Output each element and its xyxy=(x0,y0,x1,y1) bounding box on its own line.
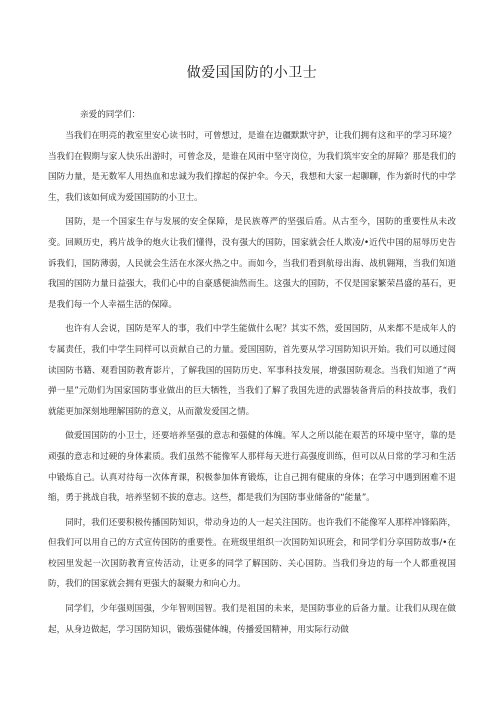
document-title: 做爱国国防的小卫士 xyxy=(186,65,318,81)
paragraph: 当我们在明亮的教室里安心读书时，可曾想过，是谁在边疆默默守护，让我们拥有这和平的学习环境？当我们在假期与家人快乐出游时，可曾念及，是谁在风雨中坚守岗位，为我们筑牢安全的屏障？那是我们的国防力量，是无数军人用热血和忠诚为我们撑起的保护伞。今天，我想和大家一起聊聊，作为新时代的中学生，我们该如何成为爱国国防的小卫士。 xyxy=(48,131,456,203)
greeting: 亲爱的同学们： xyxy=(80,110,141,120)
paragraph: 同时，我们还要积极传播国防知识，带动身边的人一起关注国防。也许我们不能像军人那样冲锋陷阵，但我们可以用自己的方式宣传国防的重要性。在班级里组织一次国防知识班会，和同学们分享国防故事/•在校园里发起一次国防教育宣传活动，让更多的同学了解国防、关心国防。当我们身边的每一个人都重视国防，我们的国家就会拥有更强大的凝聚力和向心力。 xyxy=(48,517,456,590)
paragraph: 同学们，少年强则国强，少年智则国智。我们是祖国的未来，是国防事业的后备力量。让我们从现在做起，从身边做起，学习国防知识，锻炼强健体魄，传播爱国精神，用实际行动做 xyxy=(48,604,456,635)
paragraph: 做爱国国防的小卫士，还要培养坚强的意志和强健的体魄。军人之所以能在艰苦的环境中坚守，靠的是顽强的意志和过硬的身体素质。我们虽然不能像军人那样每天进行高强度训练，但可以从日常的学习和生活中锻炼自己。认真对待每一次体育课，积极参加体育锻炼，让自己拥有健康的身体；在学习中遇到困难不退缩，勇于挑战自我，培养坚韧不拔的意志。这些，都是我们为国防事业储备的“能量”。 xyxy=(48,431,456,504)
paragraph: 也许有人会说，国防是军人的事，我们中学生能做什么呢？其实不然，爱国国防，从来都不是成年人的专属责任，我们中学生同样可以贡献自己的力量。爱国国防，首先要从学习国防知识开始。我们可以通过阅读国防书籍、观看国防教育影片，了解我国的国防历史、军事科技发展，增强国防观念。当我们知道了“两弹一星”元勋们为国家国防事业做出的巨大牺牲，当我们了解了我国先进的武器装备背后的科技故事，我们就能更加深刻地理解国防的意义，从而激发爱国之情。 xyxy=(48,324,456,417)
paragraph: 国防，是一个国家生存与发展的安全保障，是民族尊严的坚强后盾。从古至今，国防的重要性从未改变。回顾历史，鸦片战争的炮火让我们懂得，没有强大的国防，国家就会任人欺凌/•近代中国的屈辱历史告诉我们，国防薄弱，人民就会生活在水深火热之中。而如今，当我们看到航母出海、战机翱翔，当我们知道我国的国防力量日益强大，我们心中的自豪感便油然而生。这强大的国防，不仅是国家繁荣昌盛的基石，更是我们每一个人幸福生活的保障。 xyxy=(48,217,456,310)
